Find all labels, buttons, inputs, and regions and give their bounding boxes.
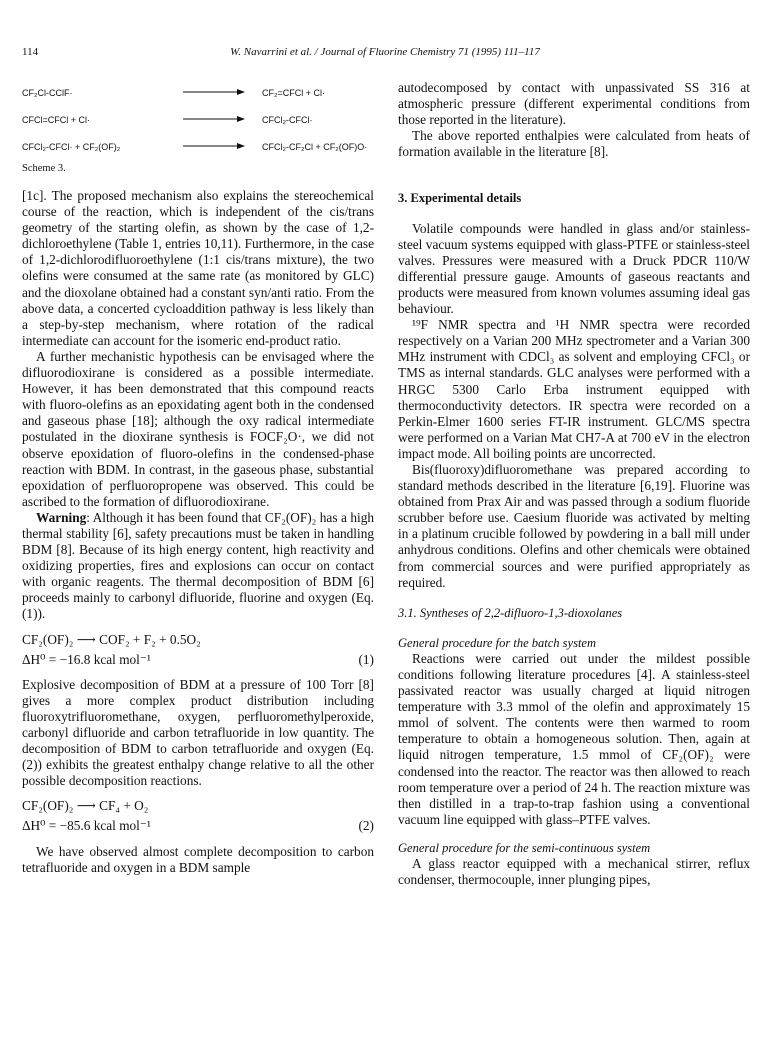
- scheme-products: CF₂=CFCl + Cl·: [262, 88, 325, 98]
- equation-1-number: (1): [358, 651, 374, 667]
- scheme-caption: Scheme 3.: [22, 163, 66, 174]
- equation-2-reaction: CF₂(OF)₂ ⟶ CF₄ + O₂: [22, 798, 149, 814]
- paragraph: ¹⁹F NMR spectra and ¹H NMR spectra were recorded respectively on a Varian 200 MHz spectrometer and a Varian 300 MHz instrument with CDCl₃ as solvent and employing CFCl₃ or TMS as internal standards. GLC analyses were performed with a HRGC 5300 Carlo Erba instrument equipped with thermoconductivity detectors. IR spectra were recorded on a Perkin-Elmer 1600 series FT-IR instrument. GLC/MS spectra were performed on a Varian Mat CH7-A at 700 eV in the electron impact mode. All boiling points are uncorrected.: [398, 317, 750, 461]
- paragraph: The above reported enthalpies were calculated from heats of formation available in the literature [8].: [398, 128, 750, 160]
- paragraph: Reactions were carried out under the mildest possible conditions following literature procedures [4]. A stainless-steel passivated reactor was usually charged at liquid nitrogen temperature with 3.3 mmol of the olefin and approximately 15 mmol of solvent. The contents were then warmed to room temperature to obtain a homogeneous solution. Then, again at liquid nitrogen temperature, 1.5 mmol of CF₂(OF)₂ were condensed into the reactor. The reactor was then allowed to reach room temperature over a period of 24 h. The reaction mixture was then distilled in a trap-to-trap fashion using a conventional vacuum line equipped with glass–PTFE valves.: [398, 650, 750, 827]
- equation-1-enthalpy: ΔH⁰ = −16.8 kcal mol⁻¹: [22, 651, 151, 667]
- warning-label: Warning: [36, 509, 87, 525]
- paragraph: Explosive decomposition of BDM at a pressure of 100 Torr [8] gives a more complex product distribution including fluoroxytrifluoromethane, oxygen, perfluoromethylperoxide, carbonyl difluoride and carbon tetrafluoride in low quantity. The decomposition of BDM to carbon tetrafluoride and oxygen (Eq. (2)) exhibits the greatest enthalpy change relative to all the other possible decomposition reactions.: [22, 676, 374, 789]
- paragraph: We have observed almost complete decomposition to carbon tetrafluoride and oxygen in a BDM sample: [22, 843, 374, 875]
- scheme-products: CFCl₂-CFCl·: [262, 115, 313, 125]
- procedure-heading: General procedure for the semi-continuous system: [398, 840, 651, 855]
- journal-reference: W. Navarrini et al. / Journal of Fluorine Chemistry 71 (1995) 111–117: [230, 46, 540, 58]
- scheme-row: [22, 134, 374, 161]
- scheme-reactants: CF₂Cl-CClF·: [22, 88, 73, 98]
- warning-paragraph: [22, 510, 374, 623]
- equation-2: [22, 798, 374, 834]
- paragraph: autodecomposed by contact with unpassivated SS 316 at atmospheric pressure (different experimental conditions from those reported in the literature).: [398, 80, 750, 128]
- scheme-3: [22, 80, 374, 174]
- reaction-arrow-icon: [167, 115, 262, 126]
- subsection-heading: 3.1. Syntheses of 2,2-difluoro-1,3-dioxolanes: [398, 605, 623, 620]
- equation-2-number: (2): [358, 818, 374, 834]
- warning-text: : Although it has been found that CF₂(OF)₂ has a high thermal stability [6], safety precautions must be taken in handling BDM [8]. Because of its high energy content, high reactivity and oxidizing properties, fires and explosions can occur on contact with organic reagents. The thermal decomposition of BDM [6] proceeds mainly to carbonyl difluoride, fluorine and oxygen (Eq. (1)).: [22, 509, 374, 622]
- paragraph: Volatile compounds were handled in glass and/or stainless-steel vacuum systems equipped with glass-PTFE or stainless-steel valves. Pressures were measured with a Druck PDCR 110/W differential pressure gauge. Amounts of gaseous reactants and products were measured from known volumes assuming ideal gas behaviour.: [398, 220, 750, 317]
- reaction-arrow-icon: [167, 142, 262, 153]
- scheme-reactants: CFCl=CFCl + Cl·: [22, 115, 91, 125]
- scheme-row: [22, 80, 374, 107]
- right-column: [398, 80, 750, 888]
- paragraph: [1c]. The proposed mechanism also explains the stereochemical course of the reaction, which is independent of the cis/trans geometry of the starting olefin, as shown by the case of 1,2-dichloroethylene (Table 1, entries 10,11). Furthermore, in the case of 1,2-dichlorodifluoroethylene (1:1 cis/trans mixture), the two olefins were consumed at the same rate (as monitored by GLC) and the dioxolane obtained had a constant syn/anti ratio. From the above data, a concerted cycloaddition pathway is less likely than a step-by-step mechanism, where rotation of the radical intermediate can account for the isomeric end-product ratio.: [22, 188, 374, 348]
- equation-1: [22, 632, 374, 668]
- scheme-products: CFCl₂-CF₂Cl + CF₂(OF)O·: [262, 142, 368, 152]
- equation-1-reaction: CF₂(OF)₂ ⟶ COF₂ + F₂ + 0.5O₂: [22, 631, 201, 647]
- left-column: [22, 80, 374, 876]
- equation-2-enthalpy: ΔH⁰ = −85.6 kcal mol⁻¹: [22, 818, 151, 834]
- page-number: 114: [22, 46, 39, 58]
- scheme-reactants: CFCl₂-CFCl· + CF₂(OF)₂: [22, 142, 121, 152]
- paragraph: Bis(fluoroxy)difluoromethane was prepared according to standard methods described in the literature [6,19]. Fluorine was obtained from Prax Air and was passed through a sodium fluoride scrubber before use. Caesium fluoride was activated by melting in a platinum crucible followed by powdering in a ball mill under anhydrous conditions. Olefins and other chemicals were obtained from commercial sources and were purified appropriately as required.: [398, 461, 750, 590]
- reaction-arrow-icon: [167, 88, 262, 99]
- paragraph: A further mechanistic hypothesis can be envisaged where the difluorodioxirane is considered as a possible intermediate. However, it has been demonstrated that this compound reacts with fluoro-olefins as an epoxidating agent both in the condensed and gaseous phase [18]; although the oxy radical intermediate postulated in the dioxirane synthesis is FOCF₂O·, we did not observe epoxidation of fluoro-olefins in the condensed-phase reaction with BDM. In contrast, in the gaseous phase, substantial epoxidation of perfluoropropene was observed. This could be ascribed to the formation of difluorodioxirane.: [22, 348, 374, 509]
- scheme-row: [22, 107, 374, 134]
- procedure-heading: General procedure for the batch system: [398, 635, 596, 650]
- section-heading: 3. Experimental details: [398, 191, 522, 206]
- paragraph: A glass reactor equipped with a mechanical stirrer, reflux condenser, thermocouple, inner plunging pipes,: [398, 856, 750, 888]
